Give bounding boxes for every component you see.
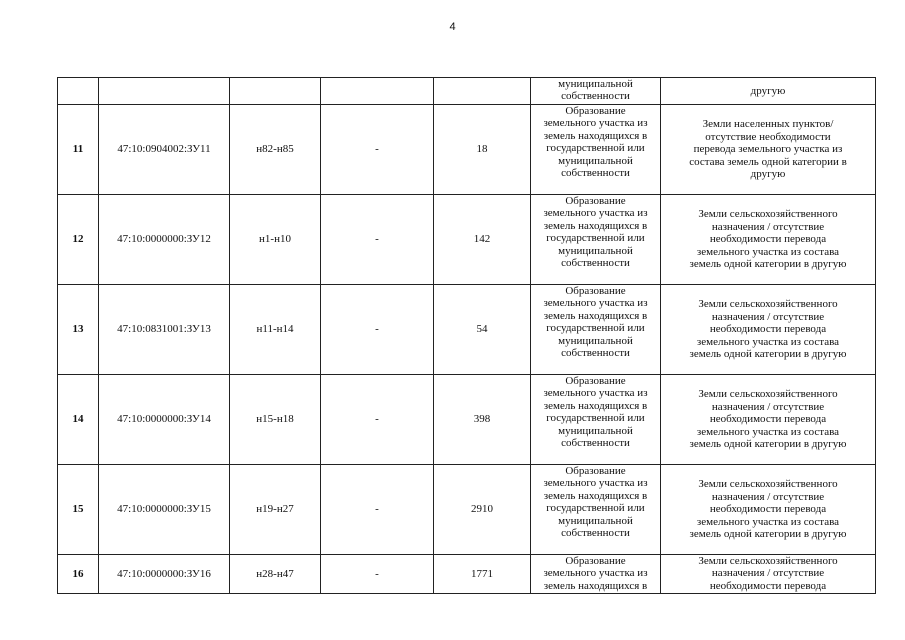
- cell-description: Образование земельного участка из земель находящихся в: [531, 555, 661, 594]
- table-row: [58, 285, 876, 375]
- table-row: [58, 375, 876, 465]
- table-row: [58, 105, 876, 195]
- cell-num: 13: [58, 285, 99, 375]
- cell-area: 1771: [434, 555, 531, 594]
- cell-num: 15: [58, 465, 99, 555]
- cell-cadastral: 47:10:0000000:ЗУ12: [99, 195, 230, 285]
- cell-category: другую: [661, 78, 876, 105]
- cell-dash: -: [321, 105, 434, 195]
- cell-category: Земли сельскохозяйственного назначения / отсутствие необходимости перевода земельного участка из состава земель одной категории в другую: [661, 285, 876, 375]
- land-plots-table: [57, 77, 876, 594]
- table-row: [58, 195, 876, 285]
- cell-cadastral: 47:10:0000000:ЗУ15: [99, 465, 230, 555]
- cell-category: Земли сельскохозяйственного назначения / отсутствие необходимости перевода земельного участка из состава земель одной категории в другую: [661, 465, 876, 555]
- cell-dash: -: [321, 375, 434, 465]
- cell-description: Образование земельного участка из земель находящихся в государственной или муниципальной собственности: [531, 375, 661, 465]
- cell-area: 54: [434, 285, 531, 375]
- cell-num: 11: [58, 105, 99, 195]
- page-number: 4: [449, 21, 456, 33]
- cell-cadastral: 47:10:0831001:ЗУ13: [99, 285, 230, 375]
- cell-num: 16: [58, 555, 99, 594]
- cell-description: Образование земельного участка из земель находящихся в государственной или муниципальной собственности: [531, 195, 661, 285]
- cell-points: н15-н18: [230, 375, 321, 465]
- cell-points: н1-н10: [230, 195, 321, 285]
- cell-description: Образование земельного участка из земель находящихся в государственной или муниципальной собственности: [531, 285, 661, 375]
- cell-points: н19-н27: [230, 465, 321, 555]
- cell-description: Образование земельного участка из земель находящихся в государственной или муниципальной собственности: [531, 465, 661, 555]
- cell-area: 2910: [434, 465, 531, 555]
- table-row: [58, 465, 876, 555]
- cell-cadastral: 47:10:0000000:ЗУ14: [99, 375, 230, 465]
- cell-dash: -: [321, 285, 434, 375]
- cell-category: Земли населенных пунктов/ отсутствие необходимости перевода земельного участка из состава земель одной категории в другую: [661, 105, 876, 195]
- cell-cadastral: 47:10:0904002:ЗУ11: [99, 105, 230, 195]
- cell-area: 398: [434, 375, 531, 465]
- cell-area: 18: [434, 105, 531, 195]
- cell-dash: [321, 78, 434, 105]
- cell-area: [434, 78, 531, 105]
- cell-cadastral: [99, 78, 230, 105]
- cell-num: [58, 78, 99, 105]
- cell-num: 14: [58, 375, 99, 465]
- cell-dash: -: [321, 465, 434, 555]
- cell-dash: -: [321, 555, 434, 594]
- cell-area: 142: [434, 195, 531, 285]
- cell-dash: -: [321, 195, 434, 285]
- cell-category: Земли сельскохозяйственного назначения / отсутствие необходимости перевода земельного участка из состава земель одной категории в другую: [661, 195, 876, 285]
- table-row: [58, 555, 876, 594]
- cell-cadastral: 47:10:0000000:ЗУ16: [99, 555, 230, 594]
- table-row-continued: [58, 78, 876, 105]
- cell-points: н28-н47: [230, 555, 321, 594]
- cell-points: н11-н14: [230, 285, 321, 375]
- cell-num: 12: [58, 195, 99, 285]
- cell-category: Земли сельскохозяйственного назначения / отсутствие необходимости перевода: [661, 555, 876, 594]
- cell-points: [230, 78, 321, 105]
- cell-category: Земли сельскохозяйственного назначения / отсутствие необходимости перевода земельного участка из состава земель одной категории в другую: [661, 375, 876, 465]
- cell-description: Образование земельного участка из земель находящихся в государственной или муниципальной собственности: [531, 105, 661, 195]
- cell-description: муниципальной собственности: [531, 78, 661, 105]
- cell-points: н82-н85: [230, 105, 321, 195]
